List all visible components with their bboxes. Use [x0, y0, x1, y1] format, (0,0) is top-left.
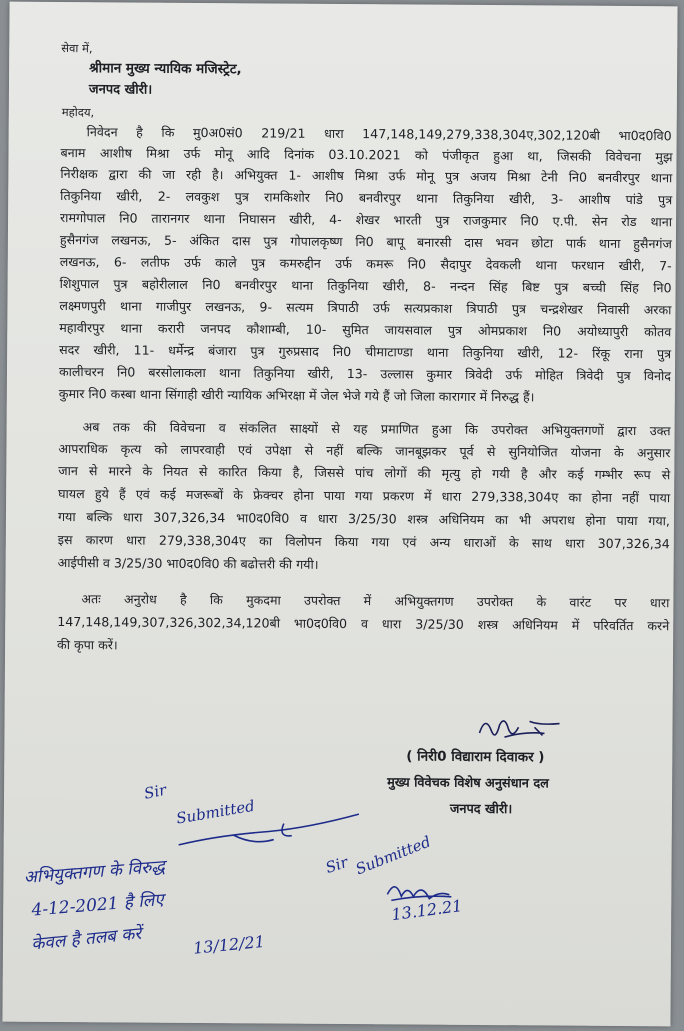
handwritten-note-line-2: 4-12-2021 है लिए	[30, 890, 165, 921]
recipient-line-2: जनपद खीरी।	[88, 82, 153, 98]
para1-line-8: शिशुपाल पुत्र बहोरीलाल नि0 बनवीरपुर थाना तिकुनिया खीरी, 8- नन्दन सिंह बिष्ट पुत्र बच्ची सिंह नि0	[59, 276, 672, 296]
para1-line-2: बनाम आशीष मिश्रा उर्फ मोनू आदि दिनांक 03.10.2021 को पंजीकृत हुआ था, जिसकी विवेचना मुझ	[60, 145, 673, 165]
para3-line-3: की कृपा करें।	[57, 637, 118, 653]
salutation: सेवा में,	[61, 41, 93, 56]
recipient-line-1: श्रीमान मुख्य न्यायिक मजिस्ट्रेट,	[89, 60, 242, 78]
para1-line-7: लखनऊ, 6- लतीफ उर्फ काले पुत्र कमरुद्दीन उर्फ कमरू नि0 सैदापुर देवकली थाना फरधान खीरी, 7-	[59, 254, 672, 274]
signature-district: जनपद खीरी।	[449, 801, 513, 818]
greeting: महोदय,	[61, 105, 95, 120]
para2-line-4: घायल हुये हैं एवं कई मजरूबों के फ्रेक्चर होना पाया गया प्रकरण में धारा 279,338,304ए का होना नहीं पाया	[58, 486, 671, 506]
handwritten-date-left: 13/12/21	[192, 931, 266, 958]
para2-line-3: जान से मारने के नियत से कारित किया है, जिससे पांच लोगों की मृत्यु हो गयी है और कई गम्भीर रूप से	[58, 463, 671, 483]
para2-line-7: आईपीसी व 3/25/30 भा0द0वि0 की बढोत्तरी की गयी।	[57, 555, 319, 572]
signature-name: ( निरी0 विद्याराम दिवाकर )	[406, 748, 545, 766]
para2-line-6: इस कारण धारा 279,338,304ए का विलोपन किया गया एवं अन्य धाराओं के साथ धारा 307,326,34	[57, 532, 670, 552]
handwritten-sir-left: Sir	[142, 780, 168, 803]
para1-line-13: कुमार नि0 कस्बा थाना सिंगाही खीरी न्यायिक अभिरक्षा में जेल भेजे गये हैं जो जिला कारागार में निरुद्ध हैं।	[58, 386, 535, 405]
para2-line-2: आपराधिक कृत्य को लापरवाही एवं उपेक्षा से नहीं बल्कि जानबूझकर पूर्व से सुनियोजित योजना के अनुसार	[58, 441, 671, 461]
para1-line-6: हुसैनगंज लखनऊ, 5- अंकित दास पुत्र गोपालकृष्ण नि0 बापू बनारसी दास भवन छोटा पार्क थाना हुसैनगंज	[59, 232, 672, 252]
letter-page	[2, 2, 677, 1027]
para2-line-5: गया बल्कि धारा 307,326,34 भा0द0वि0 व धारा 3/25/30 शस्त्र अधिनियम का भी अपराध होना पाया गया,	[57, 509, 671, 529]
para3-line-2: 147,148,149,307,326,302,34,120बी भा0द0वि0 व धारा 3/25/30 शस्त्र अधिनियम में परिवर्तित करने	[57, 614, 670, 634]
para1-line-5: रामगोपाल नि0 तारानगर थाना निघासन खीरी, 4- शेखर भारती पुत्र राजकुमार नि0 ए.पी. सेन रोड थाना	[60, 210, 673, 230]
para1-line-1: निवेदन है कि मु0अ0सं0 219/21 धारा 147,148,149,279,338,304ए,302,120बी भा0द0वि0	[86, 124, 672, 144]
para3-line-1: अतः अनुरोध है कि मुकदमा उपरोक्त में अभियुक्तगण उपरोक्त के वारंट पर धारा	[81, 591, 670, 611]
handwritten-sir-right: Sir	[323, 853, 351, 877]
para1-line-10: महावीरपुर थाना करारी जनपद कौशाम्बी, 10- सुमित जायसवाल पुत्र ओमप्रकाश नि0 अयोध्यापुरी कोतव	[59, 320, 672, 340]
handwritten-date-right: 13.12.21	[390, 895, 464, 925]
handwritten-note-line-1: अभियुक्तगण के विरुद्ध	[23, 856, 166, 888]
para1-line-12: कालीचरन नि0 बरसोलाकला थाना तिकुनिया खीरी, 13- उल्लास कुमार त्रिवेदी उर्फ मोहित त्रिवेदी पुत्र विनोद	[58, 364, 672, 384]
handwritten-submitted-right: Submitted	[353, 832, 434, 879]
para1-line-11: सदर खीरी, 11- धर्मेन्द्र बंजारा पुत्र गुरुप्रसाद नि0 चीमाटाण्डा थाना तिकुनिया खीरी, 12- रिंकू राना पुत्र	[59, 342, 672, 362]
para1-line-3: निरीक्षक द्वारा की जा रही है। अभियुक्त 1- आशीष मिश्रा उर्फ मोनू पुत्र अजय मिश्रा टेनी नि0 बनवीरपुर थाना	[60, 166, 673, 186]
para1-line-9: लक्ष्मणपुरी थाना गाजीपुर लखनऊ, 9- सत्यम त्रिपाठी उर्फ सत्यप्रकाश त्रिपाठी पुत्र चन्द्रशेखर निवासी अरका	[59, 298, 672, 318]
signature-title: मुख्य विवेचक विशेष अनुसंधान दल	[387, 775, 549, 792]
para2-line-1: अब तक की विवेचना व संकलित साक्ष्यों से यह प्रमाणित हुआ कि उपरोक्त अभियुक्तगणों द्वारा उक्त	[82, 419, 671, 439]
handwritten-submitted-left: Submitted	[174, 796, 256, 828]
handwritten-note-line-3: केवल है तलब करें	[30, 923, 143, 955]
para1-line-4: तिकुनिया खीरी, 2- लवकुश पुत्र रामकिशोर नि0 बनवीरपुर थाना तिकुनिया खीरी, 3- आशीष पांडे पुत्र	[60, 188, 673, 208]
